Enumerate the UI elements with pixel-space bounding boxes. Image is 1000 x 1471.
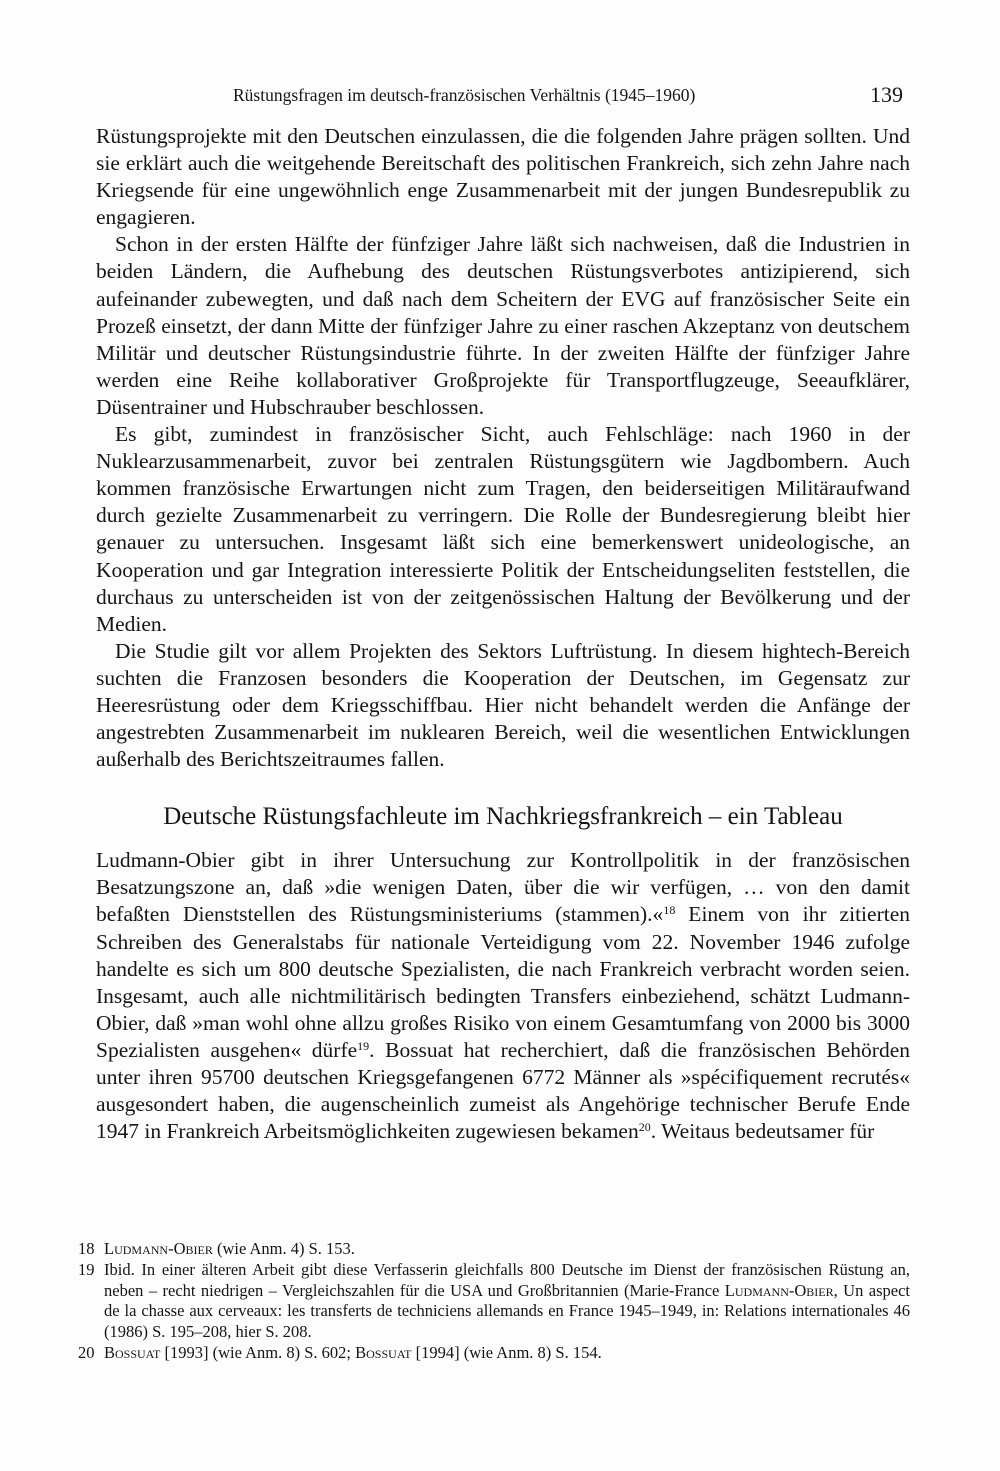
footnote-reference[interactable]: 20 — [638, 1120, 651, 1134]
footnote-text: [1993] (wie Anm. 8) S. 602; — [160, 1342, 356, 1362]
author-name: Ludmann-Obier — [104, 1239, 213, 1258]
text-segment: Einem von ihr zitierten Schreiben des Generalstabs für nationale Verteidigung vom 22. November 1946 zufolge handelte es sich um 800 deutsche Spezialisten, die nach Frankreich verbracht worden seien. Insgesamt, auch alle nichtmilitärisch bedingten Transfers einbeziehend, schätzt Ludmann-Obier, daß »man wohl ohne allzu großes Risiko von einem Gesamtumfang von 2000 bis 3000 Spezialisten ausgehen« dürfe — [96, 902, 910, 1062]
footnote-20 — [78, 1343, 910, 1364]
text-segment: . Bossuat hat recherchiert, daß die französischen Behörden unter ihren 95700 deutschen Kriegsgefangenen 6772 Männer als »spécifiquement recrutés« ausgesondert haben, die augenscheinlich zumeist als Angehörige technischer Berufe Ende 1947 in Frankreich Arbeitsmöglichkeiten zugewiesen bekamen — [96, 1037, 911, 1144]
body-paragraph: Die Studie gilt vor allem Projekten des Sektors Luftrüstung. In diesem hightech-Bereich suchten die Franzosen besonders die Kooperation der Deutschen, im Gegensatz zur Heeresrüstung oder dem Kriegsschiffbau. Hier nicht behandelt werden die Anfänge der angestrebten Zusammenarbeit im nuklearen Bereich, weil die wesentlichen Entwicklungen außerhalb des Berichtszeitraumes fallen. — [96, 638, 910, 772]
footnote-text: Ibid. In einer älteren Arbeit gibt diese Verfasserin gleichfalls 800 Deutsche im Dienst der französischen Rüstung an, neben – recht niedrigen – Vergleichszahlen für die USA und Großbritannien (Marie-France — [104, 1259, 910, 1300]
author-name: Bossuat — [355, 1342, 412, 1362]
footnote-reference[interactable]: 19 — [357, 1038, 370, 1053]
section-heading: Deutsche Rüstungsfachleute im Nachkriegsfrankreich – ein Tableau — [163, 803, 843, 831]
text-segment: Ludmann-Obier gibt in ihrer Untersuchung zur Kontrollpolitik in der französischen Besatzungszone an, daß »die wenigen Daten, über die wir verfügen, … von den damit befaßten Dienststellen des Rüstungsministeriums (stammen).« — [96, 848, 910, 927]
footnote-number: 20 — [78, 1342, 95, 1362]
body-paragraph: Rüstungsprojekte mit den Deutschen einzulassen, die die folgenden Jahre prägen sollten. Und sie erklärt auch die weitgehende Bereitschaft des politischen Frankreich, sich zehn Jahre nach Kriegsende für eine ungewöhnlich enge Zusammenarbeit mit der jungen Bundesrepublik zu engagieren. — [96, 124, 910, 230]
text-segment: . Weitaus bedeutsamer für — [650, 1119, 875, 1144]
running-title: Rüstungsfragen im deutsch-französischen Verhältnis (1945–1960) — [233, 85, 696, 105]
footnote-19 — [78, 1260, 910, 1343]
body-paragraph: Schon in der ersten Hälfte der fünfziger Jahre läßt sich nachweisen, daß die Industrien in beiden Ländern, die Aufhebung des deutschen Rüstungsverbotes antizipierend, sich aufeinander zubewegten, und daß nach dem Scheitern der EVG auf französischer Seite ein Prozeß einsetzt, der dann Mitte der fünfziger Jahre zu einer raschen Akzeptanz von deutschem Militär und deutscher Rüstungsindustrie führte. In der zweiten Hälfte der fünfziger Jahre werden eine Reihe kollaborativer Großprojekte für Transportflugzeuge, Seeaufklärer, Düsentrainer und Hubschrauber beschlossen. — [96, 232, 910, 419]
footnote-text: , Un aspect de la chasse aux cerveaux: les transferts de techniciens allemands en France 1945–1949, in: Relations internationales 46 (1986) S. 195–208, hier S. 208. — [104, 1280, 910, 1342]
footnote-reference[interactable]: 18 — [663, 903, 676, 918]
footnote-number: 19 — [78, 1259, 95, 1279]
footnotes — [78, 1239, 910, 1364]
section-body-paragraph — [96, 847, 910, 1145]
running-head — [233, 80, 903, 110]
footnote-number: 18 — [78, 1239, 95, 1258]
body-paragraph: Es gibt, zumindest in französischer Sicht, auch Fehlschläge: nach 1960 in der Nuklearzusammenarbeit, zuvor bei zentralen Rüstungsgütern wie Jagdbombern. Auch kommen französische Erwartungen nicht zum Tragen, den beiderseitigen Militäraufwand durch gezielte Zusammenarbeit zu verringern. Die Rolle der Bundesregierung bleibt hier genauer zu untersuchen. Insgesamt läßt sich eine bemerkenswert unideologische, an Kooperation und gar Integration interessierte Politik der Entscheidungseliten feststellen, die durchaus zu unterscheiden ist von der zeitgenössischen Haltung der Bevölkerung und der Medien. — [96, 422, 910, 636]
footnote-text: (wie Anm. 4) S. 153. — [212, 1239, 355, 1258]
main-text — [96, 123, 910, 1145]
author-name: Bossuat — [104, 1342, 161, 1362]
footnote-18 — [78, 1239, 910, 1260]
footnote-text: [1994] (wie Anm. 8) S. 154. — [411, 1342, 602, 1362]
page-number: 139 — [870, 82, 903, 107]
author-name: Ludmann-Obier — [724, 1280, 834, 1300]
